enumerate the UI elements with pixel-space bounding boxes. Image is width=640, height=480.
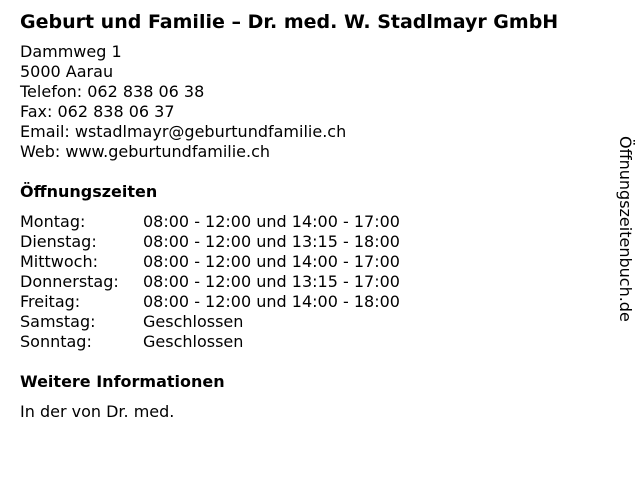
hours-row-sunday: [20, 332, 605, 352]
hours-row-tuesday: [20, 232, 605, 252]
city-line: 5000 Aarau: [20, 62, 114, 81]
hours-day: Montag:: [20, 212, 86, 231]
business-card: [20, 10, 605, 422]
hours-time: Geschlossen: [143, 332, 244, 351]
web-line: Web: www.geburtundfamilie.ch: [20, 142, 271, 161]
opening-hours-table: [20, 212, 605, 352]
more-info-text: In der von Dr. med.: [20, 402, 175, 421]
hours-time: 08:00 - 12:00 und 14:00 - 18:00: [143, 292, 400, 311]
hours-time: 08:00 - 12:00 und 14:00 - 17:00: [143, 252, 400, 271]
hours-row-wednesday: [20, 252, 605, 272]
business-name: Geburt und Familie – Dr. med. W. Stadlmayr GmbH: [20, 11, 559, 33]
hours-day: Mittwoch:: [20, 252, 98, 271]
hours-time: Geschlossen: [143, 312, 244, 331]
address-block: [20, 42, 605, 162]
hours-row-friday: [20, 292, 605, 312]
more-info-heading: Weitere Informationen: [20, 372, 225, 391]
hours-day: Dienstag:: [20, 232, 97, 251]
email-line: Email: wstadlmayr@geburtundfamilie.ch: [20, 122, 347, 141]
hours-row-monday: [20, 212, 605, 232]
hours-time: 08:00 - 12:00 und 13:15 - 18:00: [143, 232, 400, 251]
hours-row-thursday: [20, 272, 605, 292]
hours-day: Donnerstag:: [20, 272, 119, 291]
hours-day: Sonntag:: [20, 332, 92, 351]
street-line: Dammweg 1: [20, 42, 122, 61]
hours-day: Samstag:: [20, 312, 96, 331]
hours-time: 08:00 - 12:00 und 13:15 - 17:00: [143, 272, 400, 291]
watermark-site-name: Öffnungszeitenbuch.de: [616, 136, 635, 322]
opening-hours-heading: Öffnungszeiten: [20, 182, 158, 201]
hours-day: Freitag:: [20, 292, 81, 311]
fax-line: Fax: 062 838 06 37: [20, 102, 175, 121]
phone-line: Telefon: 062 838 06 38: [20, 82, 205, 101]
hours-time: 08:00 - 12:00 und 14:00 - 17:00: [143, 212, 400, 231]
hours-row-saturday: [20, 312, 605, 332]
